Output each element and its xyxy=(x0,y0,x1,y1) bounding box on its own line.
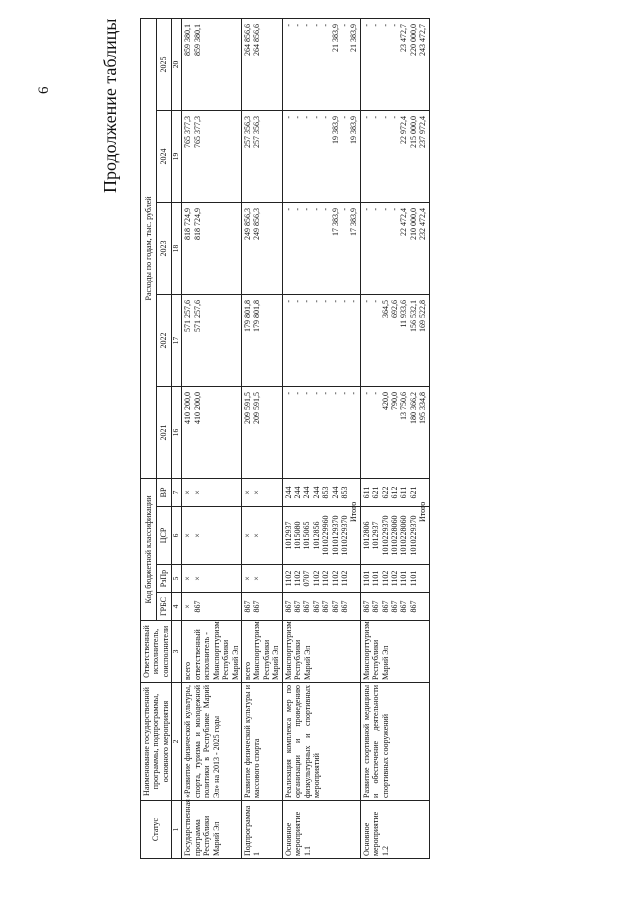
code-rzpr-value: × xyxy=(242,576,252,581)
expense-y2024 xyxy=(182,110,242,202)
column-number: 4 xyxy=(172,593,182,621)
table-caption: Продолжение таблицы xyxy=(100,18,120,193)
code-grbs-value: 867 xyxy=(293,600,303,613)
expense-value: - xyxy=(311,207,321,211)
code-rzpr-value: 1102 xyxy=(340,570,350,587)
code-rzpr-value: 1102 xyxy=(380,570,390,587)
expense-value: 249 856,3 xyxy=(242,207,252,240)
expense-y2024 xyxy=(241,110,282,202)
expense-y2023 xyxy=(282,202,360,294)
code-rzpr xyxy=(241,565,282,593)
total-label: Итого xyxy=(349,501,359,522)
expense-value: 264 856,6 xyxy=(242,23,252,56)
code-rzpr-value: × xyxy=(192,576,202,581)
expense-value: - xyxy=(283,299,293,303)
code-grbs-value: 867 xyxy=(311,600,321,613)
row-status: Подпрограмма 1 xyxy=(241,801,282,859)
row-executor: Минспорттуризм Республики Марий Эл xyxy=(282,621,360,683)
header-name: Наименование государственной программы, подпрограммы, основного мероприятия xyxy=(141,683,172,801)
expense-value: - xyxy=(293,391,303,395)
expense-value: - xyxy=(293,207,303,211)
expense-value: 692,6 xyxy=(389,299,399,318)
expense-value: - xyxy=(340,23,350,27)
expense-total: 17 383,9 xyxy=(349,207,359,236)
header-year: 2022 xyxy=(156,294,172,386)
expense-value: 765 377,3 xyxy=(192,115,202,148)
expense-value: 410 200,0 xyxy=(192,391,202,424)
expense-value: 209 591,5 xyxy=(242,391,252,424)
header-year: 2024 xyxy=(156,110,172,202)
code-grbs-value: 867 xyxy=(361,600,371,613)
code-grbs xyxy=(282,593,360,621)
expense-value: - xyxy=(389,115,399,119)
code-rzpr xyxy=(182,565,242,593)
column-number: 1 xyxy=(172,801,182,859)
code-csr-value: 1010229370 xyxy=(408,515,418,556)
code-rzpr-value: 1101 xyxy=(399,570,409,587)
column-number: 3 xyxy=(172,621,182,683)
header-rzpr: РзПр xyxy=(156,565,172,593)
expense-value: - xyxy=(361,299,371,303)
table-row xyxy=(282,18,360,858)
expense-value: - xyxy=(361,23,371,27)
code-csr-value: 1010228060 xyxy=(389,515,399,556)
column-number: 2 xyxy=(172,683,182,801)
table-row xyxy=(241,18,282,858)
header-status: Статус xyxy=(141,801,172,859)
expense-value: 215 000,0 xyxy=(408,115,418,148)
row-status: Государственная программа Республики Марий Эл xyxy=(182,801,242,859)
expense-value: 210 000,0 xyxy=(408,207,418,240)
header-expenses-group: Расходы по годам, тыс. рублей xyxy=(141,18,157,478)
header-executor: Ответственный исполнитель, соисполнители xyxy=(141,621,172,683)
expense-value: - xyxy=(380,115,390,119)
code-rzpr-value: 1102 xyxy=(321,570,331,587)
expense-total: - xyxy=(349,299,359,303)
code-vr-value: 244 xyxy=(293,486,303,499)
code-rzpr-value: 1102 xyxy=(311,570,321,587)
expense-y2023 xyxy=(360,202,429,294)
code-vr-value: × xyxy=(183,490,193,495)
row-status: Основное мероприятие 1.1 xyxy=(282,801,360,859)
code-rzpr-value: 1102 xyxy=(283,570,293,587)
table-row xyxy=(360,18,429,858)
expense-value: - xyxy=(293,23,303,27)
code-rzpr-value: 1102 xyxy=(389,570,399,587)
column-number: 5 xyxy=(172,565,182,593)
expense-value: - xyxy=(302,23,312,27)
expense-value: - xyxy=(371,23,381,27)
expense-value: - xyxy=(380,207,390,211)
expense-value: - xyxy=(389,23,399,27)
expense-value: - xyxy=(371,299,381,303)
expense-value: 257 356,3 xyxy=(242,115,252,148)
header-year: 2021 xyxy=(156,386,172,478)
header-year: 2025 xyxy=(156,18,172,110)
expense-value: 571 257,6 xyxy=(192,299,202,332)
row-executor: всего ответственный исполнитель - Минспорттуризм Республики Марий Эл xyxy=(182,621,242,683)
expense-value: - xyxy=(321,207,331,211)
code-vr-value: 853 xyxy=(340,486,350,499)
code-csr xyxy=(282,501,360,565)
expense-value: 257 356,3 xyxy=(252,115,262,148)
expense-y2022 xyxy=(241,294,282,386)
expense-value: - xyxy=(283,391,293,395)
row-name: «Развитие физической культуры, спорта, туризма и молодежной политики в Республике Марий Эл» на 2013 - 2025 годы xyxy=(182,683,242,801)
expense-total: 19 383,9 xyxy=(349,115,359,144)
expense-y2022 xyxy=(360,294,429,386)
code-vr-value: × xyxy=(192,490,202,495)
code-csr-value: 1010129370 xyxy=(330,515,340,556)
code-grbs-value: 867 xyxy=(340,600,350,613)
row-status: Основное мероприятие 1.2 xyxy=(360,801,429,859)
code-vr-value: × xyxy=(252,490,262,495)
code-rzpr-value: 1101 xyxy=(408,570,418,587)
expense-value: 859 380,1 xyxy=(192,23,202,56)
expense-value: - xyxy=(311,299,321,303)
expense-value: - xyxy=(321,299,331,303)
expense-total: 232 472,4 xyxy=(418,207,428,240)
expense-value: - xyxy=(380,23,390,27)
expense-value: - xyxy=(340,299,350,303)
code-csr-value: 1015080 xyxy=(293,521,303,550)
code-csr xyxy=(182,507,242,565)
code-csr xyxy=(241,507,282,565)
expense-value: 19 383,9 xyxy=(330,115,340,144)
header-year: 2023 xyxy=(156,202,172,294)
code-csr-value: 1015065 xyxy=(302,521,312,550)
code-csr-value: 1012806 xyxy=(361,521,371,550)
expense-y2024 xyxy=(360,110,429,202)
expense-total: 169 522,8 xyxy=(418,299,428,332)
code-csr-value: 1010229370 xyxy=(380,515,390,556)
expense-value: 818 724,9 xyxy=(183,207,193,240)
expense-value: 180 366,2 xyxy=(408,391,418,424)
expense-value: 790,0 xyxy=(389,391,399,410)
row-executor: всего Минспорттуризм Республики Марий Эл xyxy=(241,621,282,683)
expense-value: 179 801,8 xyxy=(242,299,252,332)
expense-total: 237 972,4 xyxy=(418,115,428,148)
header-grbs: ГРБС xyxy=(156,593,172,621)
expense-value: - xyxy=(293,115,303,119)
column-number: 16 xyxy=(172,386,182,478)
code-grbs-value: 867 xyxy=(380,600,390,613)
code-grbs-value: 867 xyxy=(371,600,381,613)
expense-value: - xyxy=(371,391,381,395)
budget-table xyxy=(140,18,430,859)
expense-y2025 xyxy=(360,18,429,110)
expense-total: 243 472,7 xyxy=(418,23,428,56)
code-csr-value: 1012937 xyxy=(371,521,381,550)
expense-value: 364,5 xyxy=(380,299,390,318)
code-rzpr-value: 1102 xyxy=(330,570,340,587)
header-vr: ВР xyxy=(156,478,172,506)
expense-value: - xyxy=(321,391,331,395)
expense-value: 571 257,6 xyxy=(183,299,193,332)
expense-value: 220 000,0 xyxy=(408,23,418,56)
expense-y2025 xyxy=(241,18,282,110)
code-vr-value: 853 xyxy=(321,486,331,499)
expense-value: 420,0 xyxy=(380,391,390,410)
expense-value: - xyxy=(302,207,312,211)
expense-y2021 xyxy=(241,386,282,478)
expense-value: - xyxy=(311,23,321,27)
code-csr-value: 1010229370 xyxy=(340,515,350,556)
expense-value: - xyxy=(389,207,399,211)
expense-value: - xyxy=(340,391,350,395)
code-grbs xyxy=(360,593,429,621)
expense-y2021 xyxy=(282,386,360,478)
expense-value: - xyxy=(311,391,321,395)
code-rzpr xyxy=(282,565,360,593)
expense-y2025 xyxy=(282,18,360,110)
page-number: 6 xyxy=(36,86,52,94)
code-rzpr-value: × xyxy=(252,576,262,581)
expense-value: 179 801,8 xyxy=(252,299,262,332)
code-grbs-value: 867 xyxy=(302,600,312,613)
expense-value: 13 750,6 xyxy=(399,391,409,420)
code-grbs-value: 867 xyxy=(192,600,202,613)
expense-y2021 xyxy=(360,386,429,478)
expense-value: - xyxy=(361,391,371,395)
code-grbs-value: 867 xyxy=(399,600,409,613)
expense-value: - xyxy=(371,115,381,119)
code-vr-value: × xyxy=(242,490,252,495)
code-rzpr-value: 1101 xyxy=(361,570,371,587)
code-vr xyxy=(241,478,282,506)
expense-value: 264 856,6 xyxy=(252,23,262,56)
code-rzpr-value: 1101 xyxy=(371,570,381,587)
code-vr-value: 621 xyxy=(371,486,381,499)
expense-value: - xyxy=(371,207,381,211)
expense-total: 195 334,8 xyxy=(418,391,428,424)
expense-value: 765 377,3 xyxy=(183,115,193,148)
code-csr-value: 1012937 xyxy=(283,521,293,550)
expense-value: 249 856,3 xyxy=(252,207,262,240)
code-csr-value: 1010228060 xyxy=(399,515,409,556)
expense-y2021 xyxy=(182,386,242,478)
code-vr-value: 244 xyxy=(330,486,340,499)
expense-value: - xyxy=(283,207,293,211)
code-rzpr-value: 1102 xyxy=(293,570,303,587)
code-csr-value: 1012856 xyxy=(311,521,321,550)
expense-value: 818 724,9 xyxy=(192,207,202,240)
code-csr-value: × xyxy=(252,533,262,538)
code-csr-value: × xyxy=(192,533,202,538)
header-budget-group: Код бюджетной классификации xyxy=(141,478,157,620)
expense-value: - xyxy=(293,299,303,303)
code-vr-value: 611 xyxy=(399,486,409,499)
total-label: Итого xyxy=(418,501,428,522)
expense-value: - xyxy=(311,115,321,119)
code-rzpr-value: × xyxy=(183,576,193,581)
table-row xyxy=(182,18,242,858)
expense-value: 17 383,9 xyxy=(330,207,340,236)
expense-value: 156 532,1 xyxy=(408,299,418,332)
expense-value: 21 383,9 xyxy=(330,23,340,52)
expense-value: - xyxy=(340,207,350,211)
table-body xyxy=(182,18,429,858)
code-grbs-value: × xyxy=(183,604,193,609)
code-vr-value: 244 xyxy=(302,486,312,499)
code-grbs xyxy=(182,593,242,621)
expense-y2023 xyxy=(182,202,242,294)
code-csr-value: 1010229960 xyxy=(321,515,331,556)
expense-value: - xyxy=(321,23,331,27)
code-rzpr xyxy=(360,565,429,593)
code-vr-value: 244 xyxy=(311,486,321,499)
code-grbs-value: 867 xyxy=(283,600,293,613)
code-rzpr-value: 0707 xyxy=(302,570,312,587)
code-vr-value: 622 xyxy=(380,486,390,499)
column-number: 20 xyxy=(172,18,182,110)
expense-value: 11 933,6 xyxy=(399,299,409,328)
column-number: 18 xyxy=(172,202,182,294)
code-csr-value: × xyxy=(242,533,252,538)
expense-y2024 xyxy=(282,110,360,202)
expense-value: - xyxy=(302,299,312,303)
expense-value: - xyxy=(330,391,340,395)
expense-value: - xyxy=(340,115,350,119)
column-number: 6 xyxy=(172,507,182,565)
row-name: Реализация комплекса мер по организации и проведению физкультурных и спортивных мероприятий xyxy=(282,683,360,801)
expense-y2023 xyxy=(241,202,282,294)
expense-total: 21 383,9 xyxy=(349,23,359,52)
expense-value: - xyxy=(361,207,371,211)
row-name: Развитие спортивной медицины и обеспечение деятельности спортивных сооружений xyxy=(360,683,429,801)
expense-value: - xyxy=(302,391,312,395)
code-grbs xyxy=(241,593,282,621)
column-number: 19 xyxy=(172,110,182,202)
expense-value: 22 472,4 xyxy=(399,207,409,236)
code-vr-value: 611 xyxy=(361,486,371,499)
expense-value: 209 591,5 xyxy=(252,391,262,424)
code-grbs-value: 867 xyxy=(252,600,262,613)
expense-total: - xyxy=(349,391,359,395)
expense-value: - xyxy=(361,115,371,119)
row-name: Развитие физической культуры и массового спорта xyxy=(241,683,282,801)
code-grbs-value: 867 xyxy=(321,600,331,613)
code-csr-value: × xyxy=(183,533,193,538)
code-vr-value: 244 xyxy=(283,486,293,499)
code-vr xyxy=(182,478,242,506)
code-csr xyxy=(360,501,429,565)
expense-value: - xyxy=(330,299,340,303)
expense-value: - xyxy=(283,23,293,27)
expense-value: - xyxy=(283,115,293,119)
code-vr-value: 621 xyxy=(408,486,418,499)
column-number: 17 xyxy=(172,294,182,386)
row-executor: Минспорттуризм Республики Марий Эл xyxy=(360,621,429,683)
code-grbs-value: 867 xyxy=(242,600,252,613)
expense-value: 410 200,0 xyxy=(183,391,193,424)
header-csr: ЦСР xyxy=(156,507,172,565)
expense-y2022 xyxy=(182,294,242,386)
column-number: 7 xyxy=(172,478,182,506)
expense-y2025 xyxy=(182,18,242,110)
expense-y2022 xyxy=(282,294,360,386)
code-grbs-value: 867 xyxy=(389,600,399,613)
expense-value: - xyxy=(302,115,312,119)
code-vr-value: 612 xyxy=(389,486,399,499)
expense-value: - xyxy=(321,115,331,119)
expense-value: 859 380,1 xyxy=(183,23,193,56)
expense-value: 23 472,7 xyxy=(399,23,409,52)
expense-value: 22 972,4 xyxy=(399,115,409,144)
code-grbs-value: 867 xyxy=(408,600,418,613)
code-grbs-value: 867 xyxy=(330,600,340,613)
